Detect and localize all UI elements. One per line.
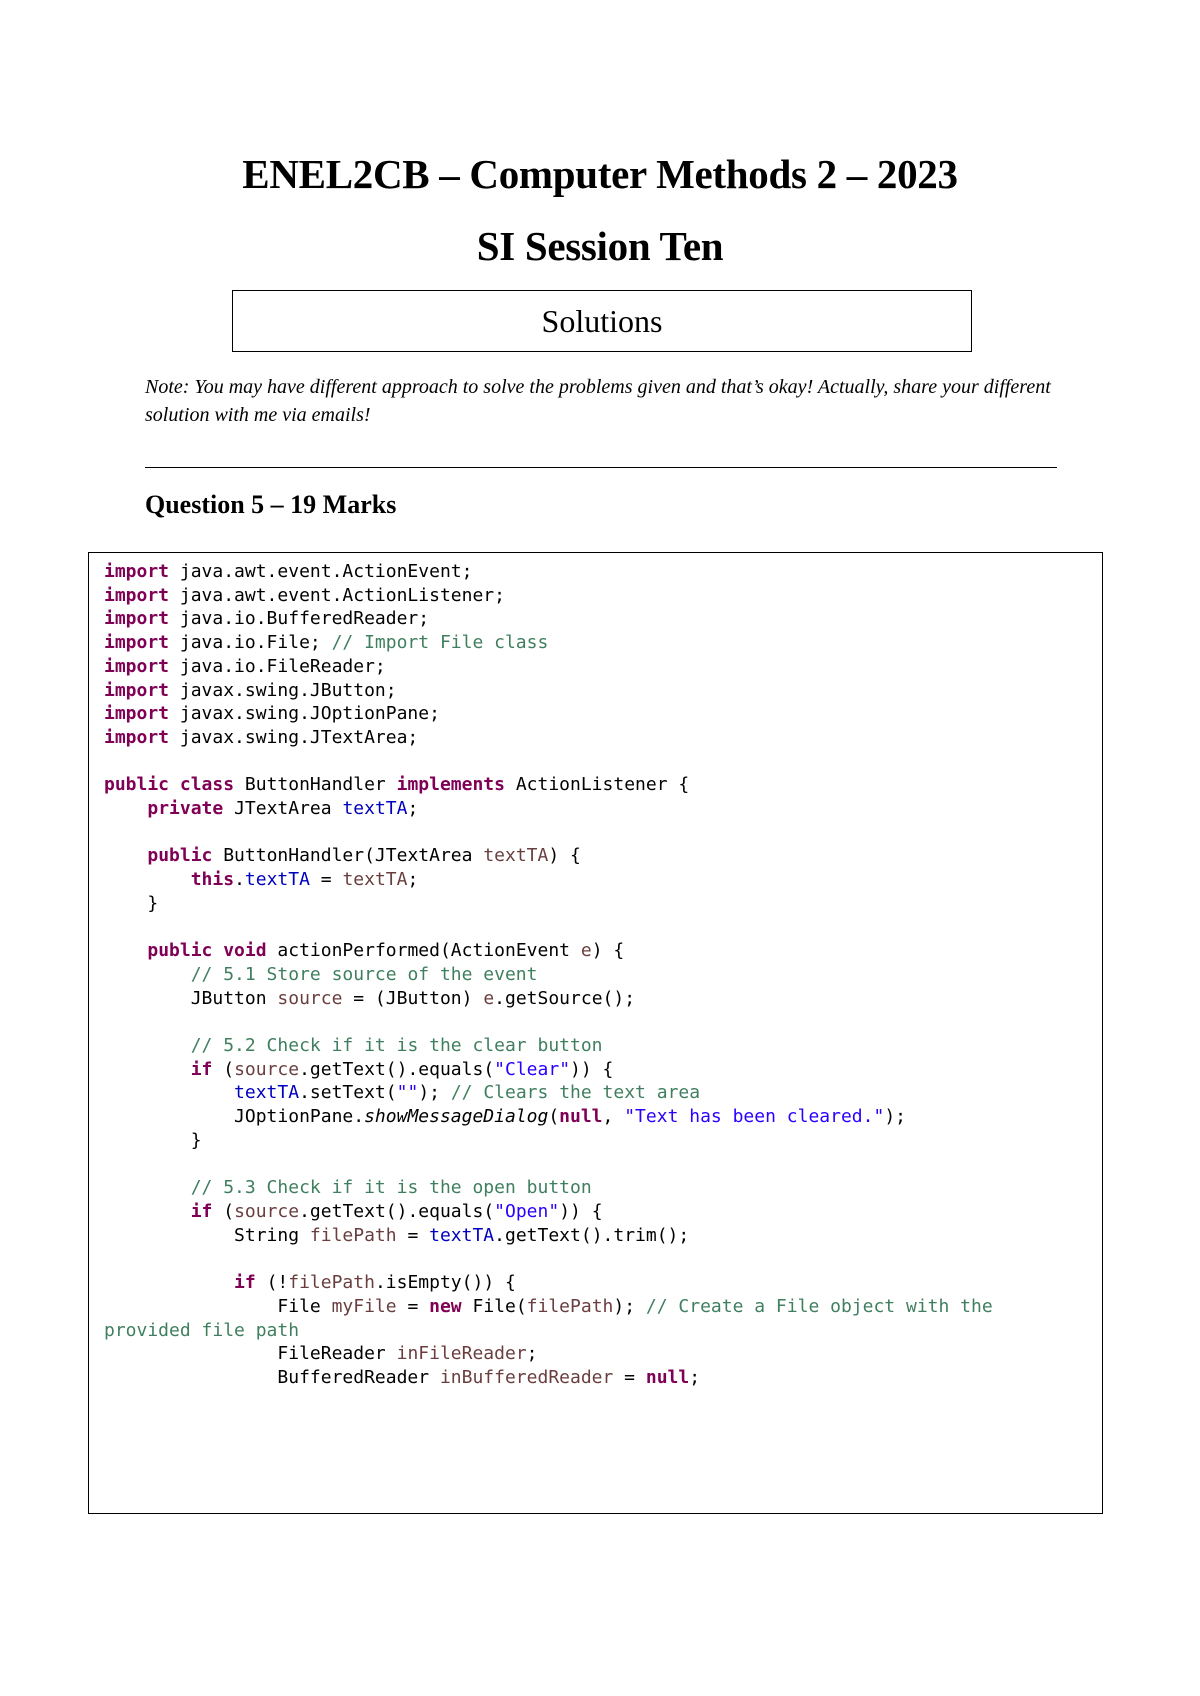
code-line: import javax.swing.JOptionPane; bbox=[104, 703, 440, 725]
code-line: BufferedReader inBufferedReader = null; bbox=[104, 1366, 701, 1388]
code-listing-box bbox=[88, 552, 1103, 1514]
code-line: import javax.swing.JTextArea; bbox=[104, 726, 419, 748]
code-line: import java.io.FileReader; bbox=[104, 655, 386, 677]
code-line: } bbox=[104, 892, 159, 914]
code-line: provided file path bbox=[104, 1319, 300, 1341]
code-line: import javax.swing.JButton; bbox=[104, 679, 397, 701]
code-line: // 5.1 Store source of the event bbox=[190, 963, 538, 985]
code-line: JOptionPane.showMessageDialog(null, "Text has been cleared."); bbox=[104, 1106, 906, 1128]
code-line: // 5.3 Check if it is the open button bbox=[190, 1177, 592, 1199]
code-line: if (source.getText().equals("Open")) { bbox=[190, 1200, 603, 1222]
code-line: import java.awt.event.ActionListener; bbox=[104, 584, 505, 606]
session-title: SI Session Ten bbox=[476, 223, 724, 269]
code-line: if (!filePath.isEmpty()) { bbox=[234, 1272, 516, 1294]
code-line: if (source.getText().equals("Clear")) { bbox=[190, 1058, 614, 1080]
code-line: this.textTA = textTA; bbox=[190, 869, 419, 891]
code-line: File myFile = new File(filePath); // Create a File object with the bbox=[104, 1295, 993, 1317]
code-line: public void actionPerformed(ActionEvent e) { bbox=[147, 940, 625, 962]
code-listing bbox=[104, 560, 993, 1390]
code-line: JButton source = (JButton) e.getSource(); bbox=[104, 987, 636, 1009]
code-line: FileReader inFileReader; bbox=[104, 1343, 538, 1365]
code-line: public ButtonHandler(JTextArea textTA) { bbox=[147, 845, 581, 867]
document-title: ENEL2CB – Computer Methods 2 – 2023 bbox=[242, 151, 958, 197]
question-heading: Question 5 – 19 Marks bbox=[145, 490, 397, 519]
code-line: import java.awt.event.ActionEvent; bbox=[104, 561, 473, 582]
horizontal-divider bbox=[145, 467, 1057, 468]
note-text: Note: You may have different approach to solve the problems given and that’s okay! Actually, share your different solution with me via emails! bbox=[145, 376, 1051, 426]
code-line: String filePath = textTA.getText().trim(); bbox=[104, 1224, 690, 1246]
code-line: // 5.2 Check if it is the clear button bbox=[190, 1035, 603, 1057]
code-line: } bbox=[104, 1129, 202, 1151]
solutions-label: Solutions bbox=[541, 303, 663, 339]
code-line: import java.io.BufferedReader; bbox=[104, 608, 430, 630]
code-line: public class ButtonHandler implements ActionListener { bbox=[104, 774, 690, 796]
solutions-box bbox=[232, 290, 972, 352]
code-line: private JTextArea textTA; bbox=[147, 798, 419, 820]
code-line: textTA.setText(""); // Clears the text area bbox=[234, 1082, 701, 1104]
code-line: import java.io.File; // Import File class bbox=[104, 632, 549, 654]
